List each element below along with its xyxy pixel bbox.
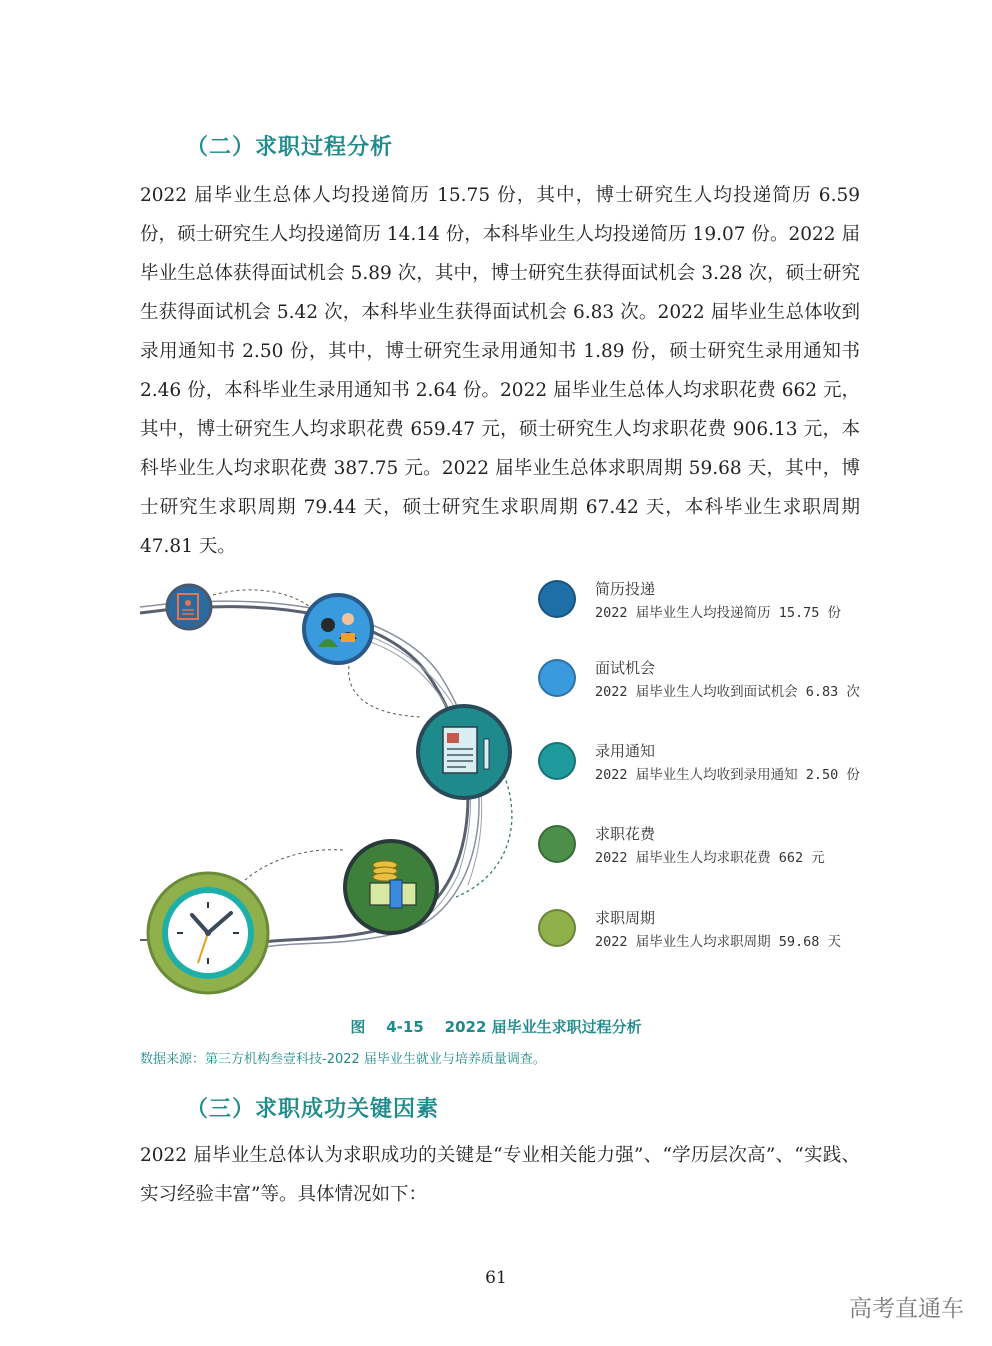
legend-title: 面试机会: [595, 659, 656, 677]
legend-item-cost: [538, 825, 898, 885]
legend-item-interview: [538, 659, 898, 719]
legend-title: 求职周期: [595, 909, 656, 927]
interview-node: [304, 595, 372, 663]
legend-swatch-resume: [538, 580, 576, 618]
paragraph-key-factors: 2022 届毕业生总体认为求职成功的关键是“专业相关能力强”、“学历层次高”、“实践、实习经验丰富”等。具体情况如下：: [140, 1145, 860, 1205]
offer-node: [418, 706, 510, 798]
watermark: 高考直通车: [849, 1296, 964, 1322]
legend-desc: 2022 届毕业生人均收到录用通知 2.50 份: [595, 767, 860, 783]
money-node: [345, 841, 437, 933]
paragraph-process: 2022 届毕业生总体人均投递简历 15.75 份，其中，博士研究生人均投递简历 6.59 份，硕士研究生人均投递简历 14.14 份，本科毕业生人均投递简历 19.07 份。2022 届毕业生总体获得面试机会 5.89 次，其中，博士研究生获得面试机会 3.28 次，硕士研究生获得面试机会 5.42 次，本科毕业生获得面试机会 6.83 次。2022 届毕业生总体收到录用通知书 2.50 份，其中，博士研究生录用通知书 1.89 份，硕士研究生录用通知书 2.46 份，本科毕业生录用通知书 2.64 份。2022 届毕业生总体人均求职花费 662 元，其中，博士研究生人均求职花费 659.47 元，硕士研究生人均求职花费 906.13 元，本科毕业生人均求职花费 387.75 元。2022 届毕业生总体求职周期 59.68 天，其中，博士研究生求职周期 79.44 天，硕士研究生求职周期 67.42 天，本科毕业生求职周期 47.81 天。: [140, 185, 860, 557]
section-title-key-factors: （三）求职成功关键因素: [186, 1097, 440, 1122]
legend-title: 录用通知: [595, 742, 656, 760]
clock-node: [148, 873, 268, 993]
legend-title: 求职花费: [595, 825, 656, 843]
legend-item-cycle: [538, 909, 898, 969]
page-number: 61: [485, 1268, 507, 1288]
job-search-process-diagram: [138, 575, 528, 1005]
section-title-process: （二）求职过程分析: [186, 135, 394, 160]
figure-caption: 图 4-15 2022 届毕业生求职过程分析: [350, 1018, 642, 1036]
legend-swatch-interview: [538, 659, 576, 697]
legend-item-resume: [538, 580, 898, 640]
legend-desc: 2022 届毕业生人均求职周期 59.68 天: [595, 934, 842, 950]
legend-desc: 2022 届毕业生人均求职花费 662 元: [595, 850, 825, 866]
legend-swatch-cycle: [538, 909, 576, 947]
legend-item-offer: [538, 742, 898, 802]
legend-desc: 2022 届毕业生人均收到面试机会 6.83 次: [595, 684, 860, 700]
legend-swatch-cost: [538, 825, 576, 863]
data-source-note: 数据来源：第三方机构叁壹科技-2022 届毕业生就业与培养质量调查。: [140, 1052, 546, 1067]
legend-desc: 2022 届毕业生人均投递简历 15.75 份: [595, 605, 842, 621]
legend-swatch-offer: [538, 742, 576, 780]
legend-title: 简历投递: [595, 580, 656, 598]
resume-node: [167, 585, 211, 629]
